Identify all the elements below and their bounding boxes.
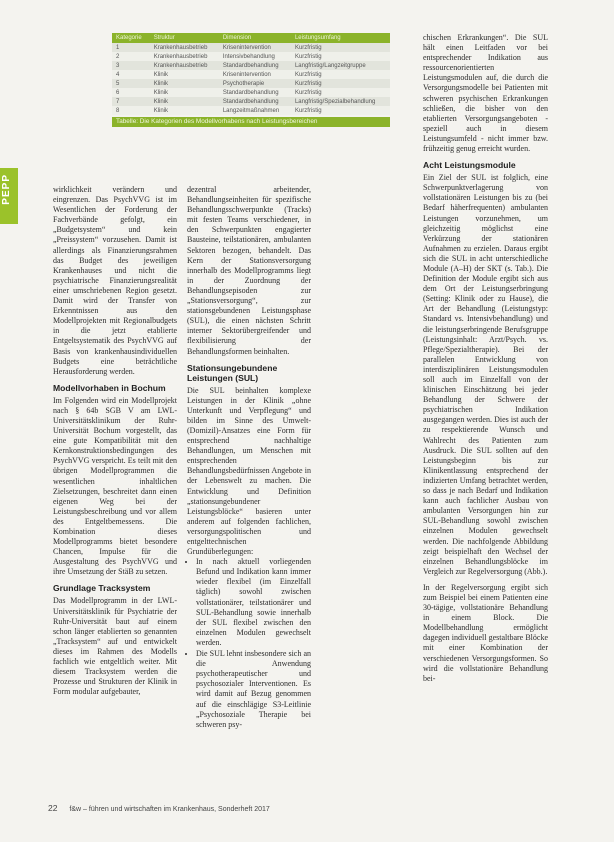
table-cell: Kurzfristig (291, 106, 390, 115)
paragraph: In der Regelversorgung ergibt sich zum Beispiel bei einem Patienten eine 30-tägige, vollstationäre Behandlung in einem Block. Die Modellbehandlung ermöglicht dagegen individuell gestaltbare Blöcke mit einer Kombination der verschiedenen Versorgungsformen. So wird die vollstationäre Behandlung bei- (423, 582, 548, 683)
table-row (112, 52, 390, 61)
paragraph: chischen Erkrankungen“. Die SUL hält einen Leitfaden vor bei entsprechender Indikation aus ressourcenorientierten Leistungsmodulen auf, die durch die Versorgungsmodelle bei Patienten mit schweren psychischen Erkrankungen schließen, die bisher von den etablierten Versorgungsangeboten - speziell auch in diesem Leistungsumfeld - nicht immer bzw. frühzeitig genug erreicht wurden. (423, 33, 548, 154)
table-cell: Langfristig/Spezialbehandlung (291, 97, 390, 106)
table-row (112, 106, 390, 115)
footer-source: f&w – führen und wirtschaften im Krankenhaus, Sonderheft 2017 (69, 806, 270, 813)
table-cell: Krankenhausbetrieb (150, 61, 219, 70)
page-number: 22 (48, 803, 58, 813)
table-cell: Krankenhausbetrieb (150, 43, 219, 52)
table-cell: 4 (112, 70, 150, 79)
paragraph: Die SUL beinhalten komplexe Leistungen in der Klinik „ohne Unterkunft und Verpflegung“ und bilden im Sinne des Umwelt- (Domizil)-Ansatzes eine Form für entsprechend nachhaltige Behandlungen, um Menschen mit entsprechenden Behandlungsbedürfnissen Angebote in der Lebenswelt zu machen. Die Entwicklung und Definition „stationsungebundener Leistungsblöcke“ basieren unter anderem auf folgenden fachlichen, versorgungspolitischen und entgelttechnischen Grundüberlegungen: (187, 385, 311, 557)
table-cell: Kurzfristig (291, 79, 390, 88)
text-column-2 (187, 185, 311, 731)
table-header-cell: Struktur (150, 33, 219, 43)
table-cell: Kurzfristig (291, 88, 390, 97)
section-heading: Grundlage Tracksystem (53, 583, 151, 594)
table-cell: 2 (112, 52, 150, 61)
section-heading: Acht Leistungsmodule (423, 160, 516, 171)
section-tab (0, 168, 18, 224)
table-row (112, 70, 390, 79)
table-cell: Krisenintervention (219, 70, 291, 79)
table-cell: Kurzfristig (291, 43, 390, 52)
paragraph: Im Folgenden wird ein Modellprojekt nach § 64b SGB V am LWL-Universitätsklinikum der Ruhr-Universität Bochum vorgestellt, das eine gute Kompatibilität mit den Kernkonstruktionsbedingungen des PsychVVG verspricht. Es teilt mit den übrigen Modellprogrammen die wesentlichen inhaltlichen Zielsetzungen, beschreitet dann einen eigenen Weg bei der Leistungsbeschreibung und vor allem des Entgeltbemessens. Die Kombination dieses Modellprogramms bietet besondere Chancen, Impulse für die Ausgestaltung des PsychVVG und ihre Umsetzung der StäB zu setzen. (53, 395, 177, 577)
table-cell: Kurzfristig (291, 70, 390, 79)
table-cell: Krisenintervention (219, 43, 291, 52)
bullet-item: • Die SUL lehnt insbesondere sich an die Anwendung psychotherapeutischer und psychosozialer Interventionen. Es wird damit auf Bezug genommen auf die einschlägige S3-Leitlinie „Psychosoziale Therapie bei schweren psy- (196, 649, 311, 730)
table-cell: Intensivbehandlung (219, 52, 291, 61)
table-header-row (112, 33, 390, 43)
table-row (112, 88, 390, 97)
table-cell: Klinik (150, 97, 219, 106)
table-cell: 1 (112, 43, 150, 52)
table-header-cell: Kategorie (112, 33, 150, 43)
section-tab-label: PEPP (1, 174, 12, 205)
table-row (112, 79, 390, 88)
table-cell: Standardbehandlung (219, 97, 291, 106)
table-cell: Standardbehandlung (219, 88, 291, 97)
modules-table-grid (112, 33, 390, 115)
text-column-1 (53, 185, 177, 697)
table-cell: Kurzfristig (291, 52, 390, 61)
table-cell: Klinik (150, 88, 219, 97)
table-cell: Klinik (150, 79, 219, 88)
table-cell: Krankenhausbetrieb (150, 52, 219, 61)
table-header-cell: Dimension (219, 33, 291, 43)
table-cell: Langfristig/Langzeitgruppe (291, 61, 390, 70)
table-cell: 8 (112, 106, 150, 115)
table-cell: 5 (112, 79, 150, 88)
table-cell: 3 (112, 61, 150, 70)
paragraph: wirklichkeit verändern und eingrenzen. Das PsychVVG ist im Wesentlichen der Forderung der Fachverbände gefolgt, ein „Budgetsystem“ und kein „Preissystem“ vorzusehen. Damit ist allerdings als Finanzierungsrahmen das Budget des jeweiligen Krankenhauses und nicht die psychiatrische Finanzierungsrealität einer umschriebenen Region gesetzt. Damit wird der Transfer von Erkenntnissen aus den Modellprojekten mit Regionalbudgets in die jetzt etablierte Entgeltsystematik des PsychVVG auf Basis von krankenhausindividuellen Budgets eine beträchtliche Herausforderung werden. (53, 185, 177, 376)
table-cell: Psychotherapie (219, 79, 291, 88)
paragraph: dezentral arbeitender, Behandlungseinheiten für spezifische Behandlungsschwerpunkte (Tracks) mit festen Teams verschiedener, in den Schwerpunkten engagierter Bausteine, teilstationären, ambulanten Sektoren bezogen, behandelt. Das Kern der Stationsversorgung innerhalb des Modellprogramms liegt in der Zuordnung der Behandlungsepisoden zur „Stationsversorgung“, zur stationsgebundenen Leistungsphase (SUL), die einen nächsten Schritt interner Sektorübergreifender und flexibilisierung der Behandlungsformen beinhalten. (187, 185, 311, 356)
page-footer (48, 803, 270, 813)
table-cell: Standardbehandlung (219, 61, 291, 70)
table-row (112, 61, 390, 70)
table-cell: 7 (112, 97, 150, 106)
section-heading: Modellvorhaben in Bochum (53, 382, 166, 393)
paragraph: Das Modellprogramm in der LWL-Universitätsklinik für Psychiatrie der Ruhr-Universität baut auf einem schon länger etablierten so genannten „Tracksystem“ auf und entwickelt dieses im Rahmen des Modells fachlich wie entgeltlich weiter. Mit diesem Tracksystem werden die Prozesse und Strukturen der Klinik in Form modular aufgebauter, (53, 596, 177, 697)
table-body (112, 43, 390, 115)
text-column-3 (423, 33, 548, 684)
table-row (112, 97, 390, 106)
bullet-list (187, 557, 311, 730)
table-cell: 6 (112, 88, 150, 97)
section-heading: Stationsungebundene Leistungen (SUL) (187, 362, 278, 383)
table-cell: Klinik (150, 106, 219, 115)
table-header-cell: Leistungsumfang (291, 33, 390, 43)
table-caption: Tabelle: Die Kategorien des Modellvorhabens nach Leistungsbereichen (112, 117, 390, 127)
table-cell: Klinik (150, 70, 219, 79)
bullet-item: • In nach aktuell vorliegenden Befund und Indikation kann immer wieder flexibel (im Einzelfall täglich) sowohl zwischen vollstationärer, teilstationärer und SUL-Behandlung sowie innerhalb der SUL flexibel zwischen den einzelnen Modulen gewechselt werden. (196, 557, 311, 648)
table-row (112, 43, 390, 52)
modules-table (112, 33, 390, 127)
table-cell: Langzeitmaßnahmen (219, 106, 291, 115)
paragraph: Ein Ziel der SUL ist folglich, eine Schwerpunktverlagerung von vollstationären Leistungen bis zu (bei Bedarf häherfrequenten) ambulanten Leistungen vorzunehmen, um gleichzeitig möglichst eine Verkürzung der stationären Aufnahmen zu erzielen. Daraus ergibt sich die SUL in acht unterschiedliche Module (A–H) der SKT (s. Tab.). Die Definition der Module ergibt sich aus dem Ort der Leistungserbringung (Setting: Klinik oder zu Hause), die Art der Behandlung (Leistungstyp: Standard vs. Intensivbehandlung) und die leistungserbringende Berufsgruppe (Leistungsinhalt: Arzt/Psych. vs. Pflege/Spezialtherapie). Bei der parallelen Entwicklung von interdisziplinären Leistungsmodulen soll auch im Einzelfall von der klinischen Einschätzung bei jeder Behandlung der Schwere der psychiatrischen Indikation ausgegangen werden. Dies ist auch der zu respektierende Wunsch und Wahlrecht des Patienten zum Ausdruck. Die SUL sollten auf den Leistungsbeginn bis zur Klinikentlassung entsprechend der indizierten Umfang betrachtet werden, so dass je nach Bedarf und Indikation kann auch fachlicher Ausbau von ambulanten Versorgungen hin zur SUL-Behandlung sowohl zwischen einzelnen Modulen gewechselt werden. Die nachfolgende Abbildung zeigt beispielhaft den Wechsel der einzelnen Behandlungsblöcke im Vergleich zur Regelversorgung (Abb.). (423, 173, 548, 576)
